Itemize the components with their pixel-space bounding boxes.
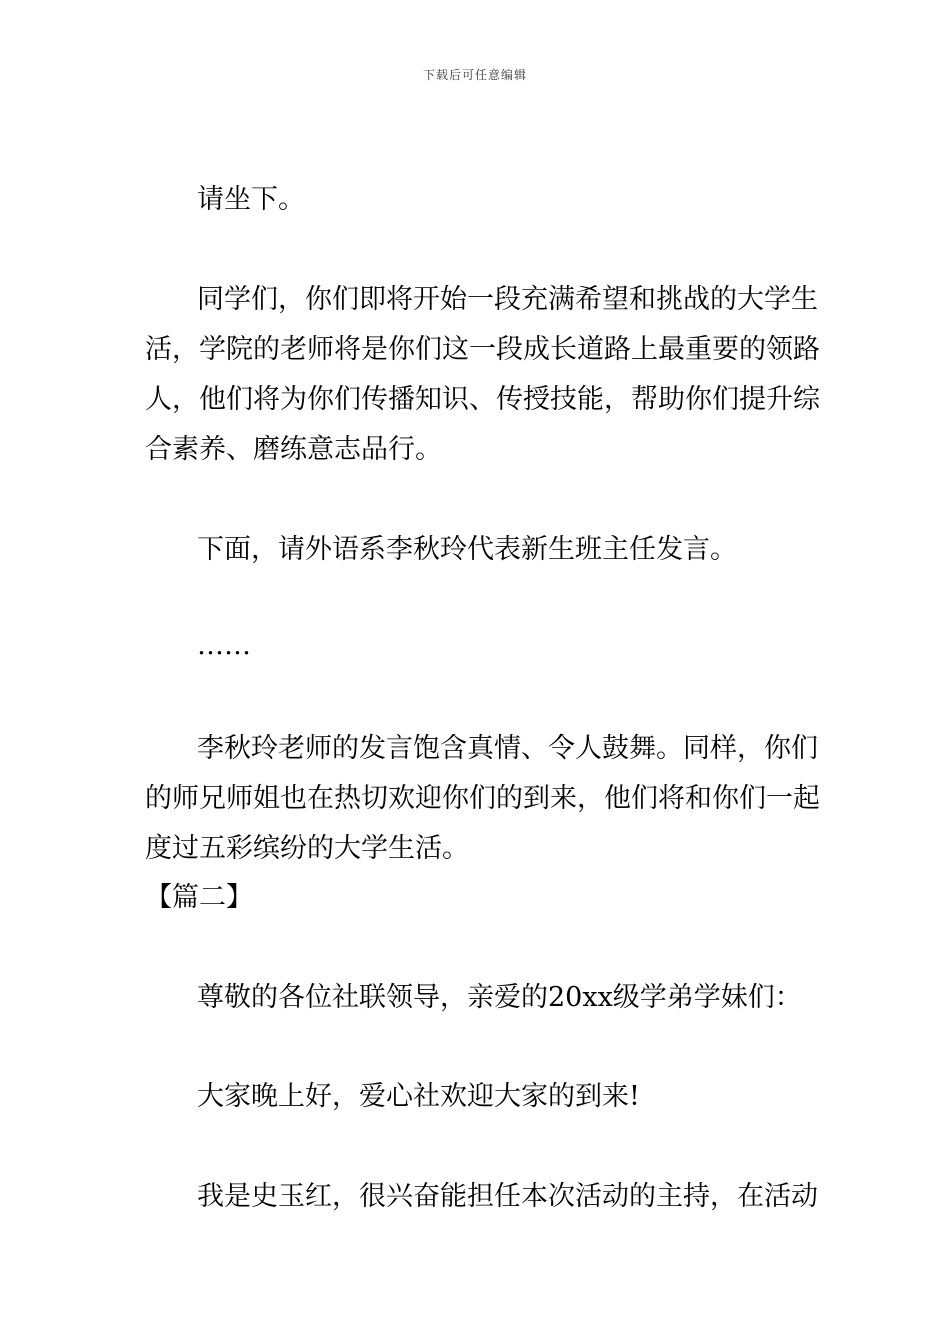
paragraph-line-students-2: 活，学院的老师将是你们这一段成长道路上最重要的领路 bbox=[145, 334, 820, 365]
paragraph-line-greeting: 尊敬的各位社联领导，亲爱的20xx级学弟学妹们： bbox=[197, 982, 802, 1013]
section-heading: 【篇二】 bbox=[145, 882, 253, 913]
paragraph-line-students-1: 同学们，你们即将开始一段充满希望和挑战的大学生 bbox=[197, 284, 818, 315]
paragraph-line-students-4: 合素养、磨练意志品行。 bbox=[145, 434, 442, 465]
paragraph-line-teacher-3: 度过五彩缤纷的大学生活。 bbox=[145, 833, 469, 864]
paragraph-line-teacher-2: 的师兄师姐也在热切欢迎你们的到来，他们将和你们一起 bbox=[145, 783, 820, 814]
paragraph-line-next-speaker: 下面，请外语系李秋玲代表新生班主任发言。 bbox=[197, 534, 737, 565]
paragraph-line-host: 我是史玉红，很兴奋能担任本次活动的主持，在活动 bbox=[197, 1181, 818, 1212]
paragraph-line-welcome: 大家晚上好，爱心社欢迎大家的到来! bbox=[197, 1081, 640, 1112]
paragraph-line-ellipsis: …… bbox=[197, 630, 251, 661]
paragraph-line-sit-down: 请坐下。 bbox=[197, 184, 305, 215]
paragraph-line-students-3: 人，他们将为你们传播知识、传授技能，帮助你们提升综 bbox=[145, 384, 820, 415]
page-header: 下载后可任意编辑 bbox=[422, 68, 527, 82]
paragraph-line-teacher-1: 李秋玲老师的发言饱含真情、令人鼓舞。同样，你们 bbox=[197, 733, 818, 764]
